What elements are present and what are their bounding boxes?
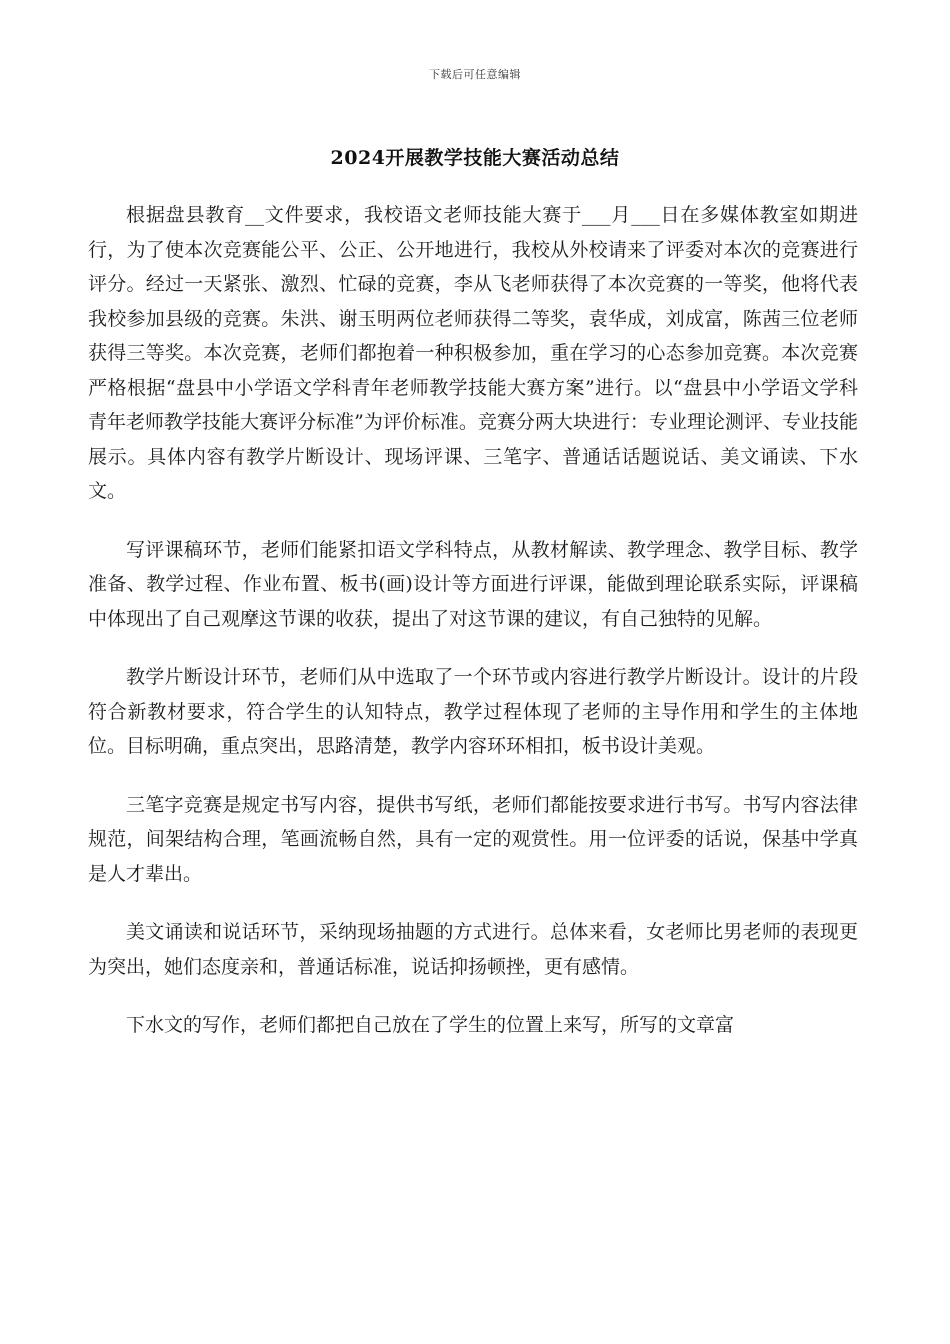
document-body <box>88 198 858 1043</box>
document-title: 2024开展教学技能大赛活动总结 <box>330 147 620 169</box>
paragraph-calligraphy: 三笔字竞赛是规定书写内容，提供书写纸，老师们都能按要求进行书写。书写内容法律规范，间架结构合理，笔画流畅自然，具有一定的观赏性。用一位评委的话说，保基中学真是人才辈出。 <box>88 793 858 885</box>
paragraph-lesson-review: 写评课稿环节，老师们能紧扣语文学科特点，从教材解读、教学理念、教学目标、教学准备、教学过程、作业布置、板书(画)设计等方面进行评课，能做到理论联系实际，评课稿中体现出了自己观摩这节课的收获，提出了对这节课的建议，有自己独特的见解。 <box>88 538 858 630</box>
paragraph-competition-overview: 根据盘县教育__文件要求，我校语文老师技能大赛于___月___日在多媒体教室如期进行，为了使本次竞赛能公平、公正、公开地进行，我校从外校请来了评委对本次的竞赛进行评分。经过一天紧张、激烈、忙碌的竞赛，李从飞老师获得了本次竞赛的一等奖，他将代表我校参加县级的竞赛。朱洪、谢玉明两位老师获得二等奖，袁华成，刘成富，陈茜三位老师获得三等奖。本次竞赛，老师们都抱着一种积极参加，重在学习的心态参加竞赛。本次竞赛严格根据“盘县中小学语文学科青年老师教学技能大赛方案”进行。以“盘县中小学语文学科青年老师教学技能大赛评分标准”为评价标准。竞赛分两大块进行：专业理论测评、专业技能展示。具体内容有教学片断设计、现场评课、三笔字、普通话话题说话、美文诵读、下水文。 <box>88 204 858 502</box>
paragraph-teaching-segment-design: 教学片断设计环节，老师们从中选取了一个环节或内容进行教学片断设计。设计的片段符合新教材要求，符合学生的认知特点，教学过程体现了老师的主导作用和学生的主体地位。目标明确，重点突出，思路清楚，教学内容环环相扣，板书设计美观。 <box>88 666 858 757</box>
paragraph-model-essay: 下水文的写作，老师们都把自己放在了学生的位置上来写，所写的文章富 <box>126 1014 735 1036</box>
header-note: 下载后可任意编辑 <box>429 68 521 81</box>
paragraph-recitation-speaking: 美文诵读和说话环节，采纳现场抽题的方式进行。总体来看，女老师比男老师的表现更为突出，她们态度亲和，普通话标准，说话抑扬顿挫，更有感情。 <box>88 921 858 978</box>
